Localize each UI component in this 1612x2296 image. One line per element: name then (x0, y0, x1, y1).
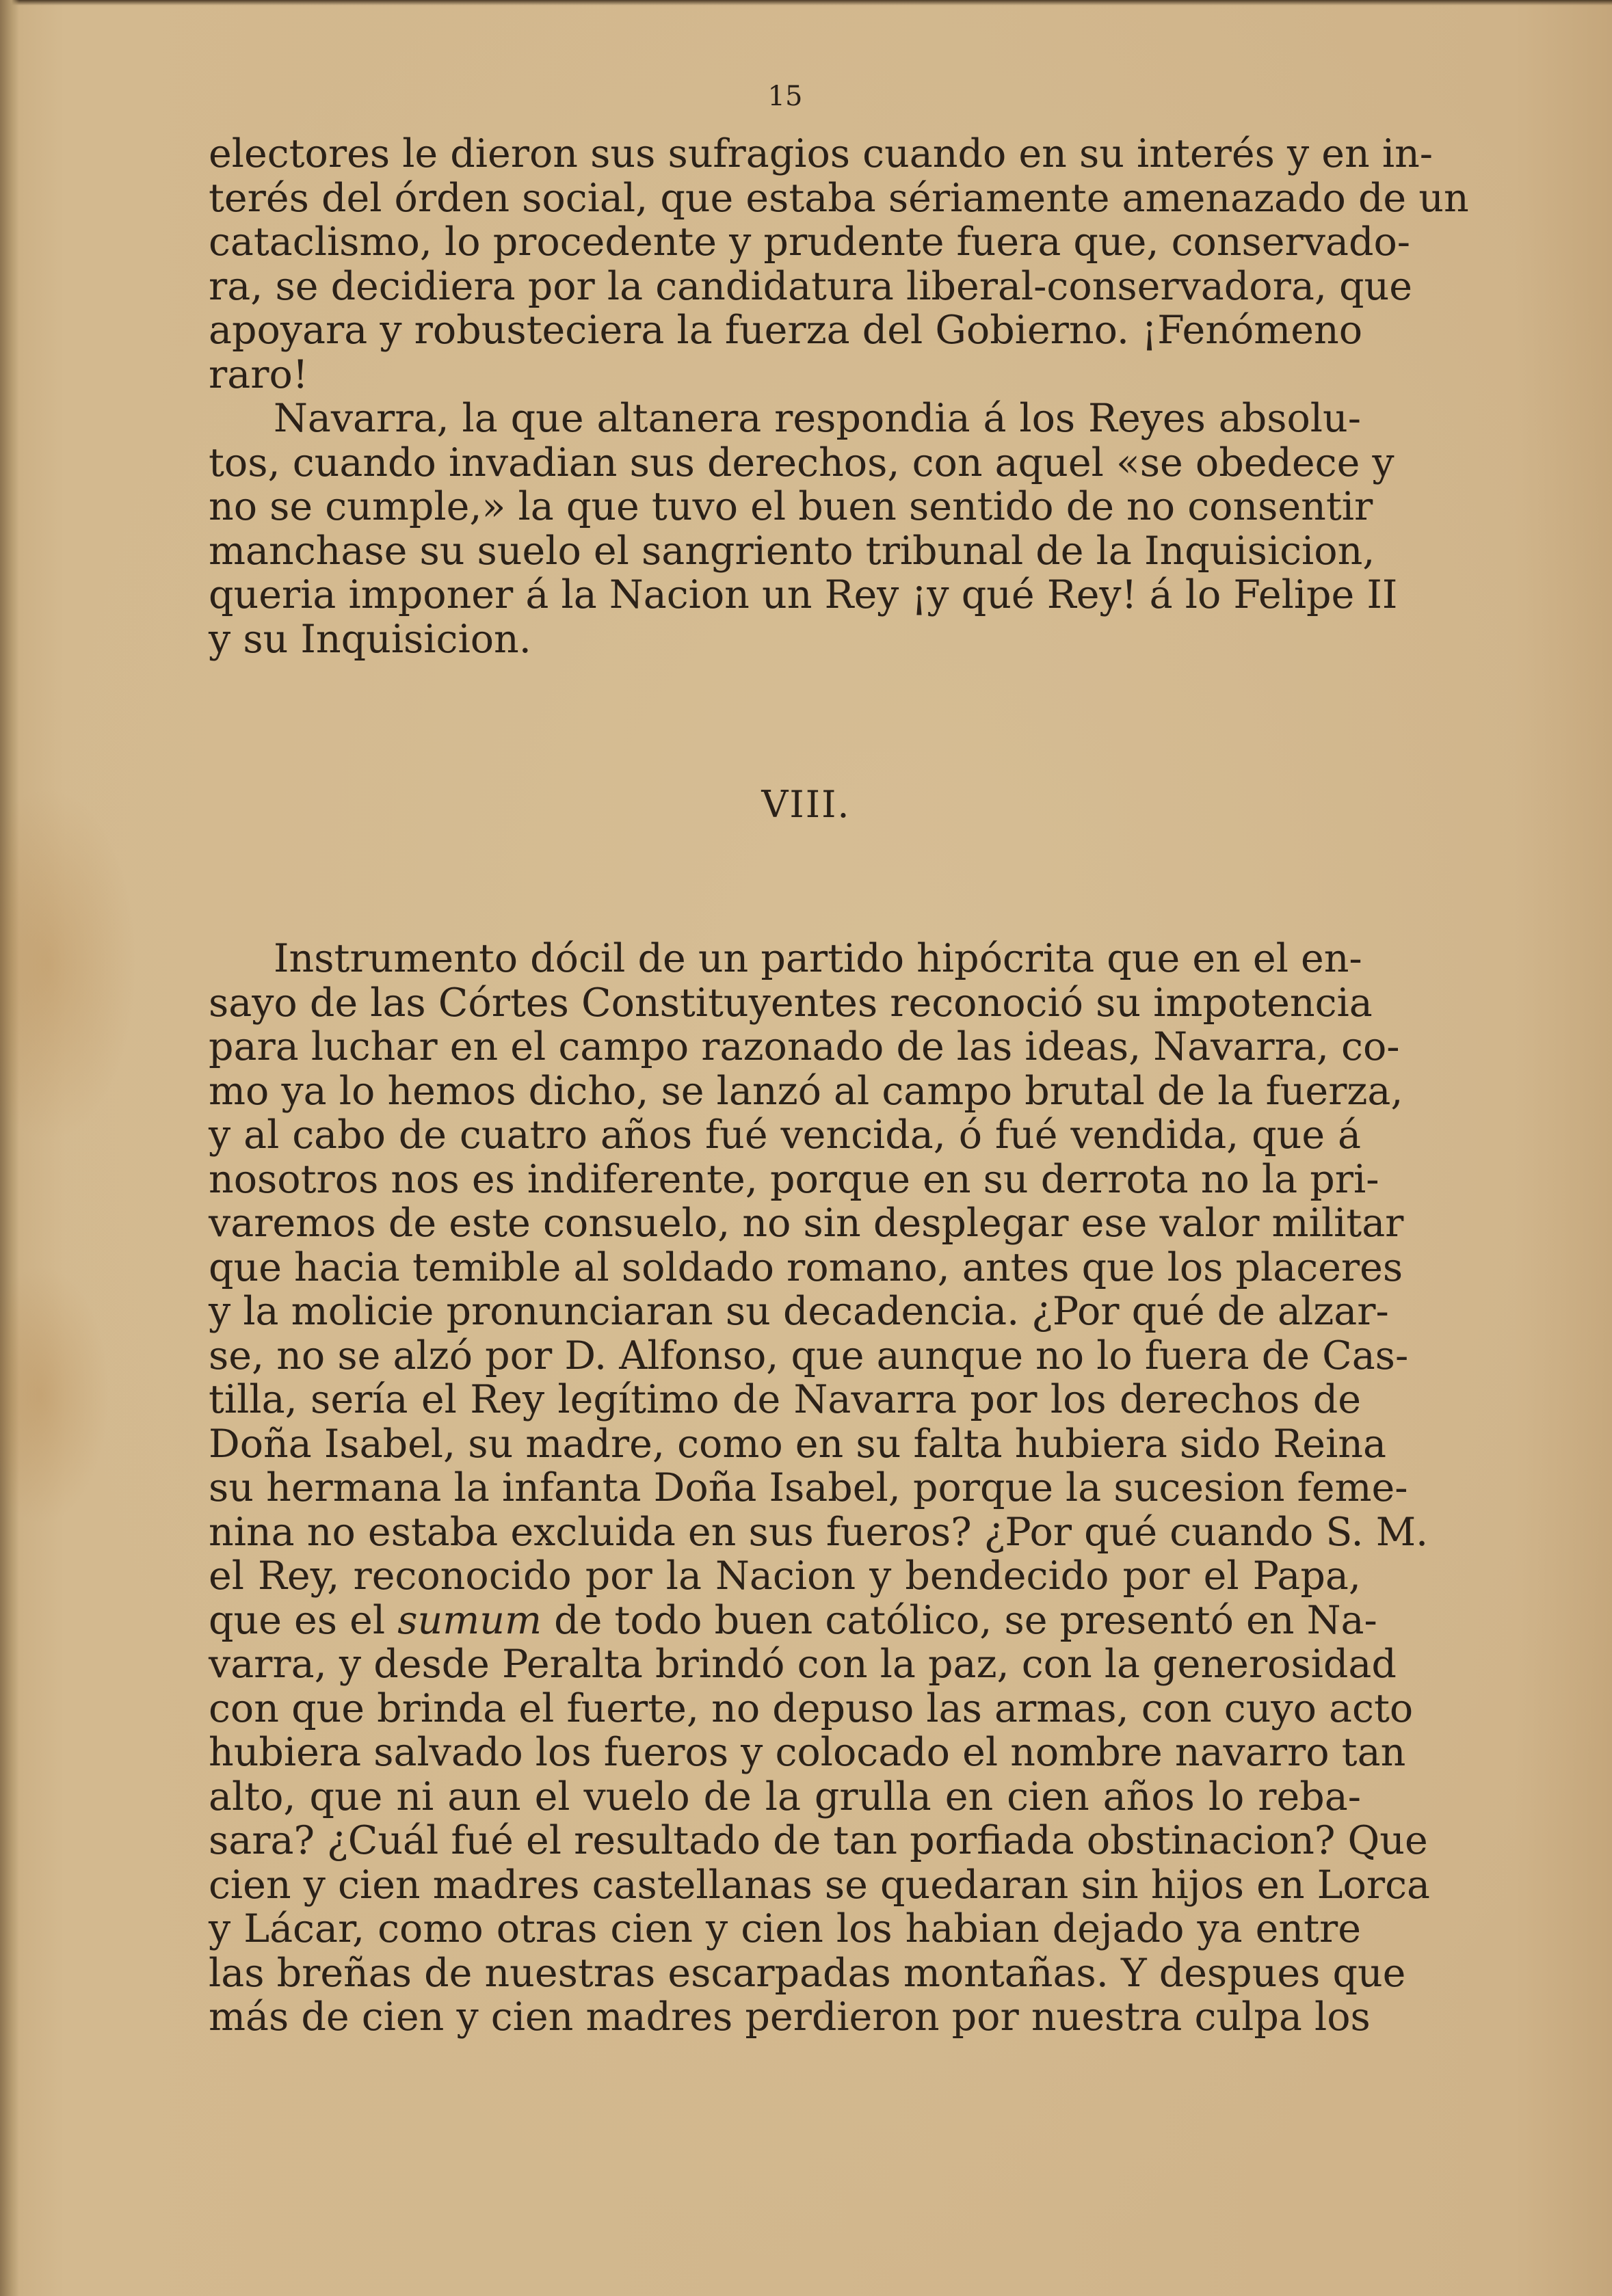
text-line: y la molicie pronunciaran su decadencia. ¿Por qué de alzar- (209, 1289, 1389, 1334)
text-line: apoyara y robusteciera la fuerza del Gobierno. ¡Fenómeno (209, 308, 1363, 353)
paper-stain (0, 786, 137, 1142)
text-line: y su Inquisicion. (209, 616, 531, 662)
text-segment: que es el (209, 1597, 398, 1643)
text-line: mo ya lo hemos dicho, se lanzó al campo brutal de la fuerza, (209, 1068, 1403, 1114)
text-line: sara? ¿Cuál fué el resultado de tan porfiada obstinacion? Que (209, 1818, 1428, 1863)
page-top-edge (0, 0, 1612, 5)
text-line: alto, que ni aun el vuelo de la grulla en cien años lo reba- (209, 1774, 1361, 1819)
text-line: su hermana la infanta Doña Isabel, porque la sucesion feme- (209, 1465, 1408, 1510)
text-line: varemos de este consuelo, no sin desplegar ese valor militar (209, 1201, 1404, 1246)
page-number: 15 (767, 81, 803, 112)
text-line: no se cumple,» la que tuvo el buen sentido de no consentir (209, 484, 1373, 529)
text-line: y Lácar, como otras cien y cien los habian dejado ya entre (209, 1906, 1361, 1951)
text-line: que hacia temible al soldado romano, antes que los placeres (209, 1244, 1403, 1290)
text-line: cien y cien madres castellanas se quedaran sin hijos en Lorca (209, 1862, 1430, 1908)
text-line: nosotros nos es indiferente, porque en su derrota no la pri- (209, 1156, 1379, 1202)
italic-word: sumum (397, 1597, 542, 1643)
text-line: ra, se decidiera por la candidatura liberal-conservadora, que (209, 263, 1412, 309)
text-block-top (209, 131, 1469, 662)
text-line: y al cabo de cuatro años fué vencida, ó fué vendida, que á (209, 1112, 1361, 1158)
page-binding-edge (0, 0, 19, 2296)
text-line: hubiera salvado los fueros y colocado el nombre navarro tan (209, 1730, 1406, 1775)
text-line: Navarra, la que altanera respondia á los Reyes absolu- (274, 396, 1361, 441)
text-line: nina no estaba excluida en sus fueros? ¿Por qué cuando S. M. (209, 1509, 1429, 1555)
text-line: queria imponer á la Nacion un Rey ¡y qué Rey! á lo Felipe II (209, 572, 1398, 617)
text-line: electores le dieron sus sufragios cuando en su interés y en in- (209, 131, 1433, 176)
text-line: el Rey, reconocido por la Nacion y bendecido por el Papa, (209, 1553, 1361, 1599)
text-line: terés del órden social, que estaba sériamente amenazado de un (209, 175, 1469, 221)
text-line: varra, y desde Peralta brindó con la paz, con la generosidad (209, 1642, 1397, 1687)
text-line: con que brinda el fuerte, no depuso las armas, con cuyo acto (209, 1685, 1414, 1731)
text-line: para luchar en el campo razonado de las ideas, Navarra, co- (209, 1024, 1400, 1069)
text-line: tilla, sería el Rey legítimo de Navarra por los derechos de (209, 1377, 1361, 1422)
text-line: manchase su suelo el sangriento tribunal de la Inquisicion, (209, 528, 1375, 574)
text-segment: de todo buen católico, se presentó en Na- (542, 1597, 1377, 1643)
text-line: más de cien y cien madres perdieron por nuestra culpa los (209, 1994, 1371, 2040)
text-line: las breñas de nuestras escarpadas montañas. Y despues que (209, 1950, 1406, 1996)
text-line: tos, cuando invadian sus derechos, con aquel «se obedece y (209, 440, 1395, 485)
section-heading: VIII. (761, 783, 851, 826)
paper-stain (0, 1265, 109, 1525)
text-line-with-italic (209, 1597, 1377, 1643)
text-line: cataclismo, lo procedente y prudente fuera que, conservado- (209, 219, 1411, 265)
text-line: raro! (209, 351, 308, 397)
text-line: sayo de las Córtes Constituyentes reconoció su impotencia (209, 980, 1373, 1026)
text-line: se, no se alzó por D. Alfonso, que aunque no lo fuera de Cas- (209, 1333, 1409, 1378)
text-line: Instrumento dócil de un partido hipócrita que en el en- (274, 936, 1362, 981)
text-line: Doña Isabel, su madre, como en su falta hubiera sido Reina (209, 1421, 1386, 1467)
text-block-main (209, 936, 1430, 2040)
